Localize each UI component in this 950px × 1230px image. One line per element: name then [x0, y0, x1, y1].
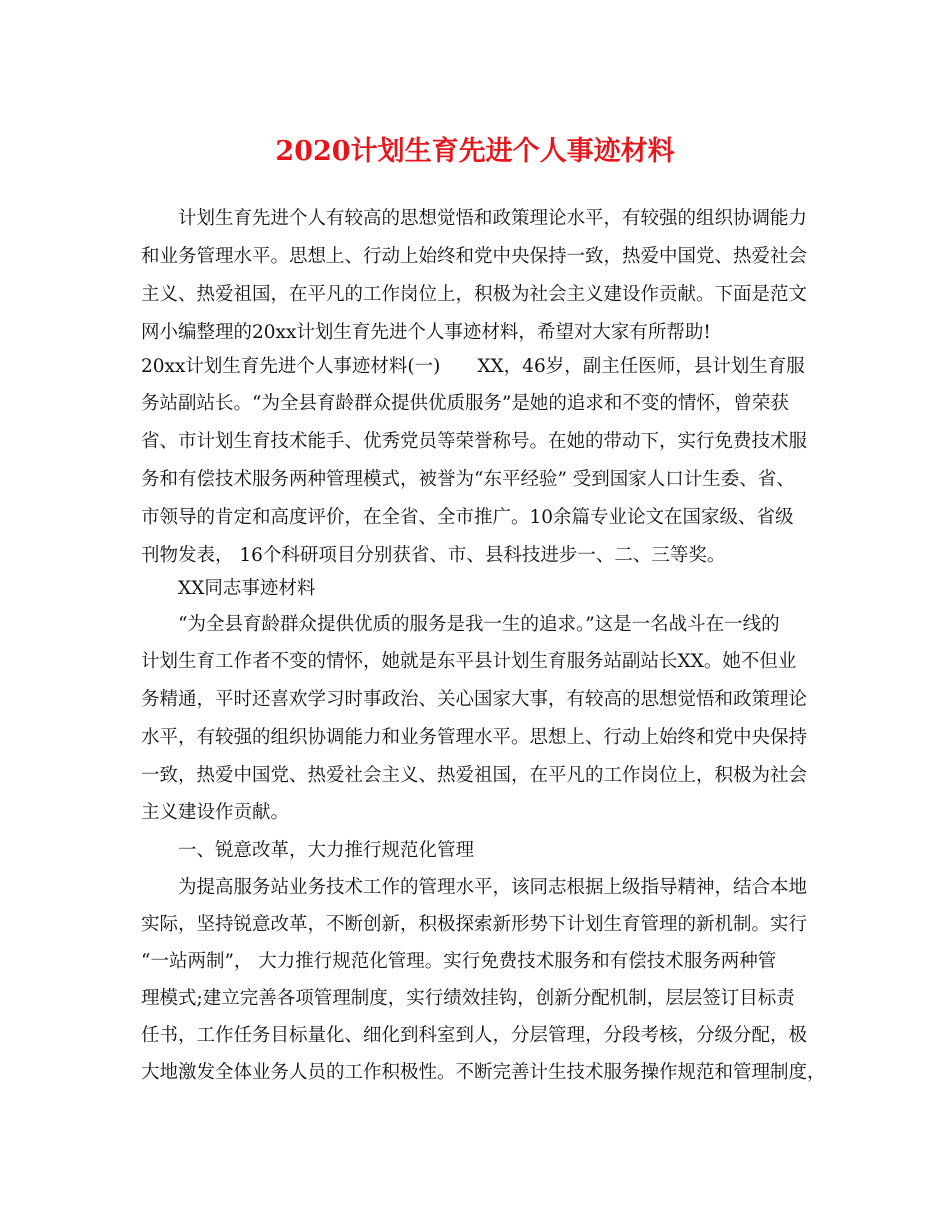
- text-line: 水平，有较强的组织协调能力和业务管理水平。思想上、行动上始终和党中央保持: [141, 727, 808, 748]
- text-line: 和业务管理水平。思想上、行动上始终和党中央保持一致，热爱中国党、热爱社会: [141, 246, 808, 267]
- text-line: 计划生育工作者不变的情怀，她就是东平县计划生育服务站副站长XX。她不但业: [141, 651, 797, 672]
- document-title: 2020计划生育先进个人事迹材料: [275, 136, 675, 167]
- text-line: 省、市计划生育技术能手、优秀党员等荣誉称号。在她的带动下，实行免费技术服: [141, 431, 808, 452]
- text-line: 务和有偿技术服务两种管理模式，被誉为“东平经验” 受到国家人口计生委、省、: [141, 469, 795, 490]
- text-line: 为提高服务站业务技术工作的管理水平，该同志根据上级指导精神，结合本地: [178, 877, 808, 898]
- text-line: 大地激发全体业务人员的工作积极性。不断完善计生技术服务操作规范和管理制度，: [141, 1062, 826, 1083]
- section-heading: 一、锐意改革，大力推行规范化管理: [178, 840, 475, 861]
- text-line: 计划生育先进个人有较高的思想觉悟和政策理论水平，有较强的组织协调能力: [178, 208, 808, 229]
- text-line: 务站副站长。“为全县育龄群众提供优质服务”是她的追求和不变的情怀，曾荣获: [141, 393, 789, 414]
- text-line: “一站两制”， 大力推行规范化管理。实行免费技术服务和有偿技术服务两种管: [141, 951, 777, 972]
- text-line: 20xx计划生育先进个人事迹材料(一) XX，46岁，副主任医师，县计划生育服: [141, 356, 805, 377]
- text-line: 刊物发表， 16个科研项目分别获省、市、县科技进步一、二、三等奖。: [141, 545, 726, 566]
- text-line: 实际，坚持锐意改革，不断创新，积极探索新形势下计划生育管理的新机制。实行: [141, 914, 808, 935]
- text-line: 理模式;建立完善各项管理制度，实行绩效挂钩，创新分配机制，层层签订目标责: [141, 988, 795, 1009]
- text-line: 主义、热爱祖国，在平凡的工作岗位上，积极为社会主义建设作贡献。下面是范文: [141, 284, 808, 305]
- text-line: 网小编整理的20xx计划生育先进个人事迹材料，希望对大家有所帮助!: [141, 322, 711, 343]
- text-line: 任书，工作任务目标量化、细化到科室到人，分层管理，分段考核，分级分配，极: [141, 1025, 808, 1046]
- text-line: 主义建设作贡献。: [141, 802, 290, 823]
- text-line: 市领导的肯定和高度评价，在全省、全市推广。10余篇专业论文在国家级、省级: [141, 507, 794, 528]
- text-line: 务精通，平时还喜欢学习时事政治、关心国家大事，有较高的思想觉悟和政策理论: [141, 689, 808, 710]
- text-line: “为全县育龄群众提供优质的服务是我一生的追求。”这是一名战斗在一线的: [178, 614, 780, 635]
- text-line: 一致，热爱中国党、热爱社会主义、热爱祖国，在平凡的工作岗位上，积极为社会: [141, 765, 808, 786]
- section-heading: XX同志事迹材料: [178, 578, 316, 599]
